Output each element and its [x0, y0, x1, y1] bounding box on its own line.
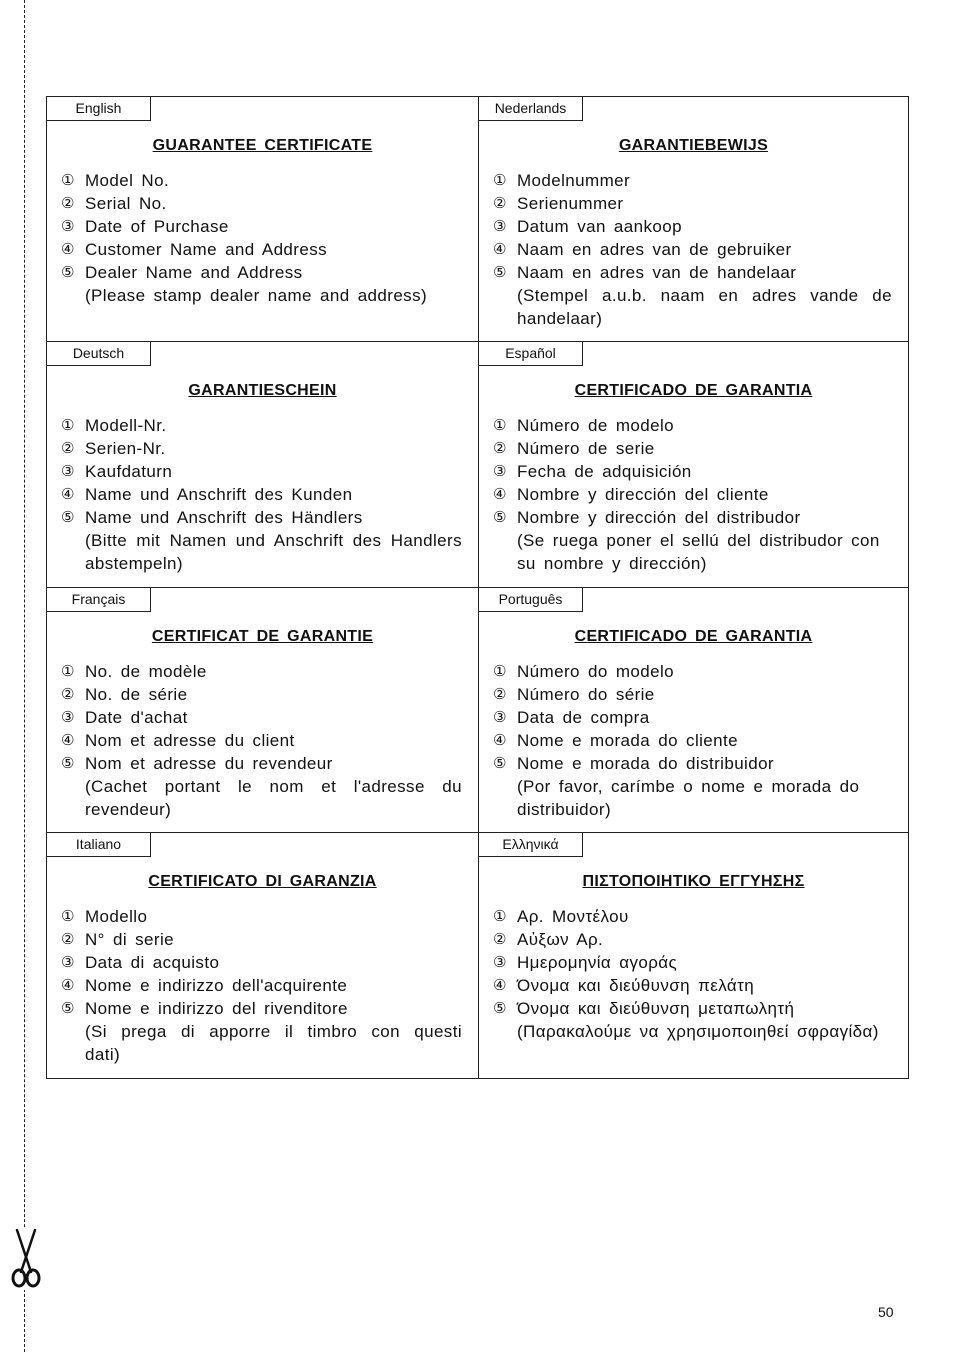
list-item: ⑤ Nome e morada do distribuidor — [493, 753, 774, 773]
certificate-title: CERTIFICADO DE GARANTIA — [574, 382, 813, 400]
list-item: ① Αρ. Μοντέλου — [493, 906, 629, 926]
certificate-nederlands — [479, 97, 908, 342]
marker-2: ② — [61, 194, 75, 212]
marker-3: ③ — [493, 217, 507, 235]
list-item: ② Número de serie — [493, 439, 655, 459]
language-label: English — [47, 97, 151, 121]
list-item: ③ Fecha de adquisición — [493, 462, 692, 482]
certificate-title: ΠΙΣΤΟΠΟΙΗΤΙΚΟ ΕΓΓΥΗΣΗΣ — [582, 872, 805, 890]
certificate-english — [47, 97, 479, 342]
list-item: ⑤ Name und Anschrift des Händlers — [61, 508, 363, 528]
marker-5: ⑤ — [493, 753, 507, 772]
certificate-espanol — [479, 342, 908, 587]
language-label: Deutsch — [47, 342, 151, 366]
field-list — [47, 414, 478, 529]
marker-5: ⑤ — [493, 263, 507, 281]
marker-2: ② — [61, 929, 75, 948]
marker-3: ③ — [493, 707, 507, 726]
list-item: ⑤ Dealer Name and Address — [61, 263, 303, 282]
list-item: ② Αὐξων Αρ. — [493, 929, 604, 949]
stamp-note: (Si prega di apporre il timbro con questi dati) — [85, 1021, 462, 1064]
list-item: ② Serien-Nr. — [61, 439, 166, 459]
marker-5: ⑤ — [493, 998, 507, 1017]
list-item: ④ Naam en adres van de gebruiker — [493, 240, 792, 259]
page-number: 50 — [878, 1304, 894, 1320]
list-item: ① Modello — [61, 906, 148, 926]
marker-3: ③ — [61, 462, 75, 481]
marker-1: ① — [493, 906, 507, 925]
marker-4: ④ — [61, 730, 75, 749]
list-item: ③ Data de compra — [493, 707, 650, 727]
list-item: ② Número do série — [493, 684, 655, 704]
list-item: ① Número do modelo — [493, 661, 674, 681]
marker-4: ④ — [493, 485, 507, 504]
list-item: ③ Date of Purchase — [61, 217, 229, 236]
list-item: ④ Όνομα και διεύθυνση πελάτη — [493, 975, 755, 995]
marker-5: ⑤ — [493, 508, 507, 527]
marker-4: ④ — [493, 730, 507, 749]
list-item: ④ Nombre y dirección del cliente — [493, 485, 769, 505]
marker-2: ② — [61, 684, 75, 703]
marker-5: ⑤ — [61, 263, 75, 281]
marker-1: ① — [61, 416, 75, 435]
marker-1: ① — [61, 906, 75, 925]
marker-2: ② — [493, 684, 507, 703]
guarantee-certificate-grid — [46, 96, 909, 1079]
certificate-francais — [47, 588, 479, 833]
list-item: ⑤ Nome e indirizzo del rivenditore — [61, 998, 348, 1018]
list-item: ① Número de modelo — [493, 416, 674, 436]
list-item: ⑤ Όνομα και διεύθυνση μεταπωλητή — [493, 998, 795, 1018]
stamp-note: (Stempel a.u.b. naam en adres vande de handelaar) — [517, 286, 892, 328]
stamp-note: (Se ruega poner el sellú del distribudor con su nombre y dirección) — [517, 531, 880, 574]
marker-3: ③ — [493, 462, 507, 481]
list-item: ③ Kaufdaturn — [61, 462, 173, 482]
stamp-note: (Por favor, carímbe o nome e morada do distribuidor) — [517, 776, 860, 819]
language-label: Nederlands — [479, 97, 583, 121]
marker-1: ① — [61, 661, 75, 680]
marker-3: ③ — [61, 952, 75, 971]
field-list — [479, 414, 908, 529]
field-list — [479, 660, 908, 775]
field-list — [47, 905, 478, 1020]
list-item: ④ Nom et adresse du client — [61, 730, 295, 750]
marker-3: ③ — [61, 707, 75, 726]
certificate-ellinika — [479, 833, 908, 1078]
language-label: Italiano — [47, 833, 151, 857]
marker-4: ④ — [493, 975, 507, 994]
marker-5: ⑤ — [61, 508, 75, 527]
list-item: ① Modelnummer — [493, 171, 631, 190]
certificate-title: GARANTIEBEWIJS — [618, 137, 769, 154]
marker-4: ④ — [61, 240, 75, 258]
language-label: Français — [47, 588, 151, 612]
marker-1: ① — [493, 416, 507, 435]
marker-5: ⑤ — [61, 753, 75, 772]
field-list — [479, 905, 908, 1020]
list-item: ① No. de modèle — [61, 661, 207, 681]
list-item: ② Serienummer — [493, 194, 624, 213]
certificate-deutsch — [47, 342, 479, 587]
certificate-italiano — [47, 833, 479, 1078]
certificate-title: GARANTIESCHEIN — [188, 382, 337, 400]
list-item: ② N° di serie — [61, 929, 175, 949]
marker-4: ④ — [493, 240, 507, 258]
list-item: ② Serial No. — [61, 194, 167, 213]
language-label: Español — [479, 342, 583, 366]
cut-line — [24, 0, 25, 1352]
list-item: ⑤ Nombre y dirección del distribudor — [493, 508, 801, 528]
list-item: ① Model No. — [61, 171, 170, 190]
list-item: ⑤ Naam en adres van de handelaar — [493, 263, 797, 282]
stamp-note: (Bitte mit Namen und Anschrift des Handlers abstempeln) — [85, 531, 462, 574]
marker-3: ③ — [61, 217, 75, 235]
field-list — [47, 660, 478, 775]
list-item: ③ Ημερομηνία αγοράς — [493, 952, 678, 972]
marker-1: ① — [493, 171, 507, 189]
marker-3: ③ — [493, 952, 507, 971]
list-item: ④ Nome e indirizzo dell'acquirente — [61, 975, 348, 995]
marker-2: ② — [493, 929, 507, 948]
marker-2: ② — [493, 439, 507, 458]
marker-5: ⑤ — [61, 998, 75, 1017]
list-item: ④ Nome e morada do cliente — [493, 730, 738, 750]
stamp-note: (Please stamp dealer name and address) — [85, 286, 428, 305]
field-list — [47, 169, 478, 284]
certificate-title: CERTIFICATO DI GARANZIA — [148, 872, 377, 890]
list-item: ① Modell-Nr. — [61, 416, 167, 436]
marker-2: ② — [61, 439, 75, 458]
list-item: ③ Datum van aankoop — [493, 217, 682, 236]
list-item: ③ Data di acquisto — [61, 952, 220, 972]
certificate-title: CERTIFICAT DE GARANTIE — [151, 627, 374, 645]
language-label: Português — [479, 588, 583, 612]
marker-1: ① — [493, 661, 507, 680]
stamp-note: (Παρακαλούμε να χρησιμοποιηθεί σφραγίδα) — [517, 1021, 879, 1041]
marker-4: ④ — [61, 485, 75, 504]
scissors-icon — [10, 1228, 42, 1290]
list-item: ④ Customer Name and Address — [61, 240, 327, 259]
list-item: ④ Name und Anschrift des Kunden — [61, 485, 353, 505]
stamp-note: (Cachet portant le nom et l'adresse du revendeur) — [85, 776, 462, 819]
list-item: ⑤ Nom et adresse du revendeur — [61, 753, 333, 773]
language-label: Ελληνικά — [479, 833, 583, 857]
list-item: ③ Date d'achat — [61, 707, 188, 727]
certificate-title: GUARANTEE CERTIFICATE — [152, 137, 373, 154]
certificate-portugues — [479, 588, 908, 833]
marker-4: ④ — [61, 975, 75, 994]
list-item: ② No. de série — [61, 684, 188, 704]
field-list — [479, 169, 908, 284]
marker-2: ② — [493, 194, 507, 212]
certificate-title: CERTIFICADO DE GARANTIA — [574, 627, 813, 645]
marker-1: ① — [61, 171, 75, 189]
